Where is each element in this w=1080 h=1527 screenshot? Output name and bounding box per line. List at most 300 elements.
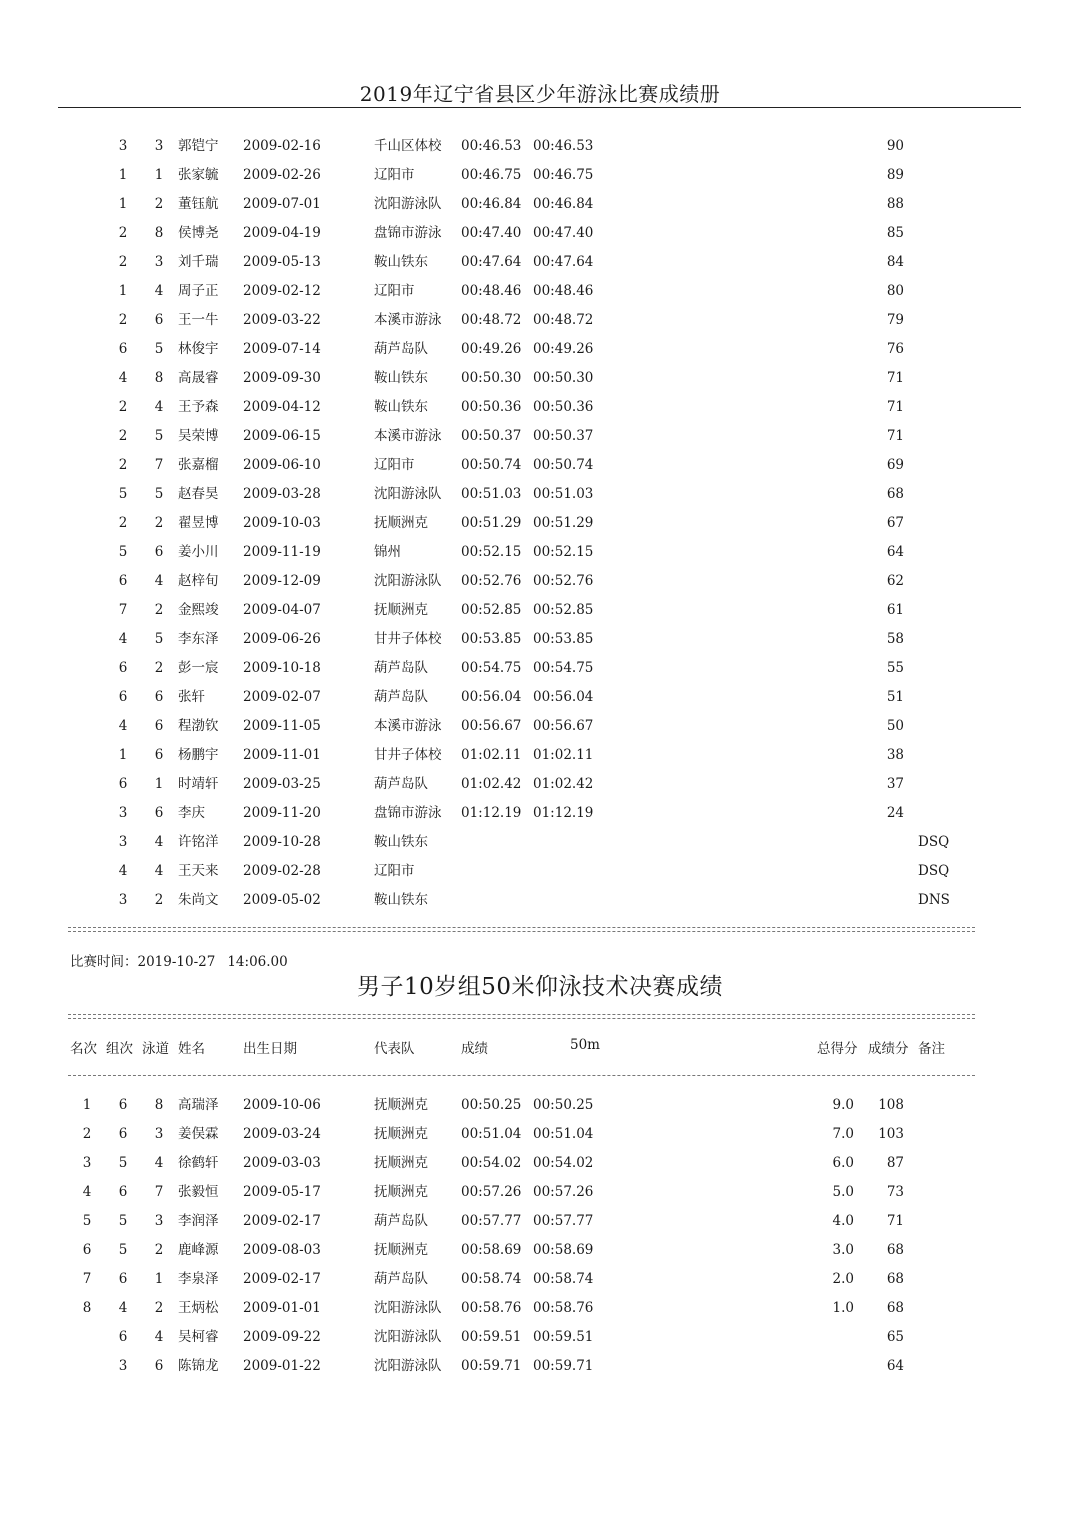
cell-dob: 2009-04-19 — [243, 225, 321, 241]
table-row — [0, 310, 1080, 330]
cell-split: 00:50.30 — [533, 370, 594, 386]
cell-dob: 2009-06-10 — [243, 457, 321, 473]
cell-result: 00:47.40 — [461, 225, 522, 241]
cell-group: 1 — [118, 747, 128, 763]
table-row — [0, 600, 1080, 620]
cell-team: 葫芦岛队 — [374, 689, 428, 705]
cell-team: 沈阳游泳队 — [374, 1358, 442, 1374]
cell-name: 赵春昊 — [178, 486, 219, 502]
cell-score: 58 — [886, 631, 904, 647]
cell-score: 88 — [886, 196, 904, 212]
table-row — [0, 832, 1080, 852]
cell-group: 6 — [118, 1271, 128, 1287]
cell-lane: 6 — [154, 805, 164, 821]
cell-team: 甘井子体校 — [374, 631, 442, 647]
table-row — [0, 803, 1080, 823]
cell-result: 00:50.25 — [461, 1097, 522, 1113]
cell-group: 3 — [118, 805, 128, 821]
cell-split: 00:48.72 — [533, 312, 594, 328]
cell-dob: 2009-02-12 — [243, 283, 321, 299]
cell-team: 盘锦市游泳 — [374, 805, 442, 821]
cell-split: 00:48.46 — [533, 283, 594, 299]
cell-lane: 6 — [154, 747, 164, 763]
cell-team: 鞍山铁东 — [374, 834, 428, 850]
cell-team: 沈阳游泳队 — [374, 1300, 442, 1316]
table-row — [0, 629, 1080, 649]
cell-score: 51 — [886, 689, 904, 705]
cell-name: 张轩 — [178, 689, 205, 705]
cell-split: 00:50.37 — [533, 428, 594, 444]
cell-group: 2 — [118, 399, 128, 415]
cell-name: 彭一宸 — [178, 660, 219, 676]
cell-split: 00:58.74 — [533, 1271, 594, 1287]
header-dob: 出生日期 — [243, 1041, 297, 1057]
cell-score: 50 — [886, 718, 904, 734]
cell-team: 抚顺洲克 — [374, 1184, 428, 1200]
table-row — [0, 542, 1080, 562]
cell-score: 68 — [886, 1242, 904, 1258]
cell-name: 张家毓 — [178, 167, 219, 183]
cell-team: 辽阳市 — [374, 863, 415, 879]
cell-dob: 2009-10-18 — [243, 660, 321, 676]
cell-split: 00:47.40 — [533, 225, 594, 241]
table-row — [0, 484, 1080, 504]
cell-lane: 6 — [154, 1358, 164, 1374]
table-row — [0, 1124, 1080, 1144]
cell-group: 6 — [118, 1097, 128, 1113]
cell-result: 00:54.75 — [461, 660, 522, 676]
cell-split: 00:49.26 — [533, 341, 594, 357]
cell-name: 程渤钦 — [178, 718, 219, 734]
cell-name: 姜俣霖 — [178, 1126, 219, 1142]
cell-dob: 2009-03-24 — [243, 1126, 321, 1142]
cell-result: 00:51.03 — [461, 486, 522, 502]
cell-team: 抚顺洲克 — [374, 1242, 428, 1258]
cell-dob: 2009-11-19 — [243, 544, 321, 560]
cell-dob: 2009-12-09 — [243, 573, 321, 589]
cell-name: 李润泽 — [178, 1213, 219, 1229]
cell-dob: 2009-09-30 — [243, 370, 321, 386]
cell-group: 2 — [118, 515, 128, 531]
table-row — [0, 861, 1080, 881]
cell-total: 6.0 — [832, 1155, 854, 1171]
cell-team: 本溪市游泳 — [374, 312, 442, 328]
cell-group: 3 — [118, 138, 128, 154]
cell-team: 葫芦岛队 — [374, 341, 428, 357]
cell-score: 71 — [886, 370, 904, 386]
cell-team: 千山区体校 — [374, 138, 442, 154]
cell-dob: 2009-05-17 — [243, 1184, 321, 1200]
cell-dob: 2009-11-05 — [243, 718, 321, 734]
cell-team: 锦州 — [374, 544, 401, 560]
cell-rank: 8 — [82, 1300, 92, 1316]
cell-split: 00:52.15 — [533, 544, 594, 560]
cell-team: 葫芦岛队 — [374, 776, 428, 792]
cell-score: 64 — [886, 1358, 904, 1374]
cell-name: 高晟睿 — [178, 370, 219, 386]
cell-group: 7 — [118, 602, 128, 618]
cell-group: 6 — [118, 1184, 128, 1200]
cell-score: 79 — [886, 312, 904, 328]
cell-result: 01:02.42 — [461, 776, 522, 792]
header-bottom-rule — [68, 1075, 975, 1076]
cell-group: 1 — [118, 167, 128, 183]
table-row — [0, 687, 1080, 707]
table-row — [0, 368, 1080, 388]
cell-team: 辽阳市 — [374, 283, 415, 299]
cell-total: 4.0 — [832, 1213, 854, 1229]
cell-name: 郭铠宁 — [178, 138, 219, 154]
cell-lane: 6 — [154, 544, 164, 560]
cell-team: 葫芦岛队 — [374, 1213, 428, 1229]
cell-result: 00:57.26 — [461, 1184, 522, 1200]
cell-name: 姜小川 — [178, 544, 219, 560]
cell-lane: 4 — [154, 1329, 164, 1345]
cell-lane: 2 — [154, 1242, 164, 1258]
cell-split: 00:51.04 — [533, 1126, 594, 1142]
cell-split: 00:58.69 — [533, 1242, 594, 1258]
cell-split: 00:57.26 — [533, 1184, 594, 1200]
cell-rank: 6 — [82, 1242, 92, 1258]
cell-dob: 2009-05-13 — [243, 254, 321, 270]
cell-result: 00:52.85 — [461, 602, 522, 618]
cell-team: 鞍山铁东 — [374, 892, 428, 908]
cell-split: 00:46.84 — [533, 196, 594, 212]
cell-team: 抚顺洲克 — [374, 1126, 428, 1142]
cell-name: 金熙竣 — [178, 602, 219, 618]
cell-team: 辽阳市 — [374, 167, 415, 183]
cell-lane: 4 — [154, 399, 164, 415]
cell-score: 71 — [886, 428, 904, 444]
cell-group: 5 — [118, 544, 128, 560]
cell-score: 103 — [878, 1126, 904, 1142]
table-row — [0, 136, 1080, 156]
cell-lane: 1 — [154, 1271, 164, 1287]
cell-result: 00:54.02 — [461, 1155, 522, 1171]
event-time — [70, 950, 288, 970]
header-name: 姓名 — [178, 1041, 205, 1057]
cell-name: 李庆 — [178, 805, 205, 821]
cell-group: 6 — [118, 660, 128, 676]
event-title: 男子10岁组50米仰泳技术决赛成绩 — [356, 974, 724, 1000]
cell-name: 张毅恒 — [178, 1184, 219, 1200]
cell-lane: 7 — [154, 1184, 164, 1200]
cell-split: 00:50.36 — [533, 399, 594, 415]
cell-group: 6 — [118, 1126, 128, 1142]
cell-result: 00:58.74 — [461, 1271, 522, 1287]
header-split: 50m — [570, 1037, 600, 1053]
cell-split: 00:56.04 — [533, 689, 594, 705]
cell-group: 1 — [118, 283, 128, 299]
cell-lane: 2 — [154, 515, 164, 531]
cell-lane: 4 — [154, 283, 164, 299]
cell-result: 00:53.85 — [461, 631, 522, 647]
cell-score: 69 — [886, 457, 904, 473]
cell-lane: 4 — [154, 863, 164, 879]
cell-dob: 2009-03-25 — [243, 776, 321, 792]
cell-split: 00:51.03 — [533, 486, 594, 502]
cell-name: 鹿峰源 — [178, 1242, 219, 1258]
table-row — [0, 455, 1080, 475]
cell-split: 00:59.71 — [533, 1358, 594, 1374]
cell-name: 李东泽 — [178, 631, 219, 647]
cell-name: 翟昱博 — [178, 515, 219, 531]
cell-dob: 2009-11-01 — [243, 747, 321, 763]
table-row — [0, 1095, 1080, 1115]
cell-team: 甘井子体校 — [374, 747, 442, 763]
cell-group: 4 — [118, 631, 128, 647]
cell-note: DSQ — [918, 834, 950, 850]
cell-split: 00:46.75 — [533, 167, 594, 183]
cell-team: 抚顺洲克 — [374, 1097, 428, 1113]
cell-group: 3 — [118, 892, 128, 908]
cell-team: 抚顺洲克 — [374, 602, 428, 618]
cell-name: 许铭洋 — [178, 834, 219, 850]
cell-lane: 3 — [154, 1126, 164, 1142]
cell-group: 2 — [118, 457, 128, 473]
cell-split: 00:58.76 — [533, 1300, 594, 1316]
cell-name: 侯博尧 — [178, 225, 219, 241]
cell-lane: 2 — [154, 660, 164, 676]
cell-rank: 7 — [82, 1271, 92, 1287]
cell-score: 84 — [886, 254, 904, 270]
cell-group: 2 — [118, 312, 128, 328]
cell-result: 00:56.67 — [461, 718, 522, 734]
cell-note: DNS — [918, 892, 950, 908]
cell-name: 吴荣博 — [178, 428, 219, 444]
cell-score: 87 — [886, 1155, 904, 1171]
cell-group: 3 — [118, 1358, 128, 1374]
cell-team: 鞍山铁东 — [374, 399, 428, 415]
table-row — [0, 716, 1080, 736]
event-time-value: 14:06.00 — [227, 954, 288, 970]
table-row — [0, 1211, 1080, 1231]
table-row — [0, 1240, 1080, 1260]
table-row — [0, 339, 1080, 359]
cell-result: 00:50.36 — [461, 399, 522, 415]
cell-name: 时靖轩 — [178, 776, 219, 792]
cell-group: 5 — [118, 1242, 128, 1258]
cell-score: 80 — [886, 283, 904, 299]
cell-lane: 7 — [154, 457, 164, 473]
cell-lane: 5 — [154, 631, 164, 647]
cell-result: 00:58.76 — [461, 1300, 522, 1316]
cell-lane: 5 — [154, 341, 164, 357]
table-row — [0, 223, 1080, 243]
cell-team: 沈阳游泳队 — [374, 196, 442, 212]
cell-team: 抚顺洲克 — [374, 1155, 428, 1171]
header-note: 备注 — [918, 1041, 945, 1057]
table-row — [0, 1356, 1080, 1376]
cell-team: 本溪市游泳 — [374, 428, 442, 444]
cell-split: 00:51.29 — [533, 515, 594, 531]
cell-dob: 2009-04-12 — [243, 399, 321, 415]
cell-result: 00:48.46 — [461, 283, 522, 299]
cell-split: 00:53.85 — [533, 631, 594, 647]
cell-group: 5 — [118, 1213, 128, 1229]
header-total: 总得分 — [817, 1041, 858, 1057]
cell-score: 108 — [878, 1097, 904, 1113]
cell-lane: 6 — [154, 312, 164, 328]
cell-result: 00:46.84 — [461, 196, 522, 212]
cell-team: 沈阳游泳队 — [374, 486, 442, 502]
cell-score: 89 — [886, 167, 904, 183]
cell-name: 杨鹏宇 — [178, 747, 219, 763]
cell-dob: 2009-11-20 — [243, 805, 321, 821]
cell-name: 林俊宇 — [178, 341, 219, 357]
cell-dob: 2009-02-16 — [243, 138, 321, 154]
cell-result: 00:59.51 — [461, 1329, 522, 1345]
cell-lane: 6 — [154, 689, 164, 705]
cell-lane: 4 — [154, 834, 164, 850]
cell-lane: 8 — [154, 225, 164, 241]
cell-dob: 2009-06-26 — [243, 631, 321, 647]
cell-name: 赵梓旬 — [178, 573, 219, 589]
cell-result: 00:51.04 — [461, 1126, 522, 1142]
cell-rank: 1 — [82, 1097, 92, 1113]
cell-score: 71 — [886, 399, 904, 415]
cell-result: 00:59.71 — [461, 1358, 522, 1374]
cell-result: 00:47.64 — [461, 254, 522, 270]
cell-lane: 4 — [154, 573, 164, 589]
title-underline — [58, 107, 1021, 108]
cell-dob: 2009-02-17 — [243, 1213, 321, 1229]
cell-name: 高瑞泽 — [178, 1097, 219, 1113]
table-row — [0, 890, 1080, 910]
cell-total: 5.0 — [832, 1184, 854, 1200]
cell-split: 00:52.85 — [533, 602, 594, 618]
cell-team: 葫芦岛队 — [374, 1271, 428, 1287]
cell-group: 6 — [118, 689, 128, 705]
cell-lane: 5 — [154, 428, 164, 444]
cell-split: 01:12.19 — [533, 805, 594, 821]
cell-group: 4 — [118, 370, 128, 386]
cell-group: 6 — [118, 776, 128, 792]
cell-dob: 2009-02-07 — [243, 689, 321, 705]
cell-name: 王予森 — [178, 399, 219, 415]
cell-group: 1 — [118, 196, 128, 212]
cell-note: DSQ — [918, 863, 950, 879]
cell-split: 01:02.42 — [533, 776, 594, 792]
cell-group: 3 — [118, 834, 128, 850]
cell-team: 沈阳游泳队 — [374, 573, 442, 589]
cell-team: 本溪市游泳 — [374, 718, 442, 734]
table-row — [0, 426, 1080, 446]
cell-dob: 2009-02-17 — [243, 1271, 321, 1287]
cell-split: 00:59.51 — [533, 1329, 594, 1345]
cell-score: 90 — [886, 138, 904, 154]
cell-score: 37 — [886, 776, 904, 792]
header-rank: 名次 — [70, 1041, 97, 1057]
event-time-label: 比赛时间：2019-10-27 — [70, 954, 216, 970]
cell-team: 辽阳市 — [374, 457, 415, 473]
cell-lane: 1 — [154, 167, 164, 183]
cell-result: 00:56.04 — [461, 689, 522, 705]
cell-split: 00:47.64 — [533, 254, 594, 270]
cell-team: 鞍山铁东 — [374, 254, 428, 270]
cell-name: 王炳松 — [178, 1300, 219, 1316]
cell-team: 抚顺洲克 — [374, 515, 428, 531]
cell-result: 01:12.19 — [461, 805, 522, 821]
header-team: 代表队 — [374, 1041, 415, 1057]
cell-group: 2 — [118, 254, 128, 270]
cell-dob: 2009-10-06 — [243, 1097, 321, 1113]
cell-group: 4 — [118, 718, 128, 734]
table-row — [0, 281, 1080, 301]
cell-team: 葫芦岛队 — [374, 660, 428, 676]
cell-result: 00:49.26 — [461, 341, 522, 357]
table-row — [0, 1153, 1080, 1173]
cell-result: 00:46.75 — [461, 167, 522, 183]
cell-result: 00:50.37 — [461, 428, 522, 444]
cell-lane: 3 — [154, 1213, 164, 1229]
cell-team: 盘锦市游泳 — [374, 225, 442, 241]
cell-result: 00:48.72 — [461, 312, 522, 328]
table-row — [0, 397, 1080, 417]
header-result: 成绩 — [461, 1041, 488, 1057]
cell-score: 61 — [886, 602, 904, 618]
cell-group: 2 — [118, 428, 128, 444]
cell-total: 1.0 — [832, 1300, 854, 1316]
cell-name: 刘千瑞 — [178, 254, 219, 270]
cell-lane: 8 — [154, 1097, 164, 1113]
cell-name: 吴柯睿 — [178, 1329, 219, 1345]
cell-name: 张嘉榴 — [178, 457, 219, 473]
cell-name: 王一牛 — [178, 312, 219, 328]
cell-split: 00:56.67 — [533, 718, 594, 734]
cell-lane: 6 — [154, 718, 164, 734]
section-divider — [68, 927, 975, 932]
cell-result: 00:58.69 — [461, 1242, 522, 1258]
table-row — [0, 745, 1080, 765]
cell-name: 周子正 — [178, 283, 219, 299]
cell-name: 陈锦龙 — [178, 1358, 219, 1374]
cell-dob: 2009-06-15 — [243, 428, 321, 444]
header-lane: 泳道 — [142, 1041, 169, 1057]
cell-score: 55 — [886, 660, 904, 676]
cell-rank: 2 — [82, 1126, 92, 1142]
document-title: 2019年辽宁省县区少年游泳比赛成绩册 — [359, 82, 721, 106]
table-row — [0, 165, 1080, 185]
cell-team: 沈阳游泳队 — [374, 1329, 442, 1345]
cell-name: 董钰航 — [178, 196, 219, 212]
cell-result: 00:52.76 — [461, 573, 522, 589]
cell-group: 5 — [118, 1155, 128, 1171]
cell-group: 4 — [118, 863, 128, 879]
cell-score: 71 — [886, 1213, 904, 1229]
cell-group: 6 — [118, 573, 128, 589]
cell-total: 9.0 — [832, 1097, 854, 1113]
cell-score: 68 — [886, 1300, 904, 1316]
cell-score: 73 — [886, 1184, 904, 1200]
cell-score: 24 — [886, 805, 904, 821]
header-group: 组次 — [106, 1041, 133, 1057]
cell-split: 00:57.77 — [533, 1213, 594, 1229]
table-row — [0, 252, 1080, 272]
cell-result: 00:50.30 — [461, 370, 522, 386]
table-row — [0, 658, 1080, 678]
cell-rank: 5 — [82, 1213, 92, 1229]
cell-result: 01:02.11 — [461, 747, 522, 763]
cell-name: 王天来 — [178, 863, 219, 879]
table-row — [0, 513, 1080, 533]
cell-dob: 2009-09-22 — [243, 1329, 321, 1345]
table-row — [0, 194, 1080, 214]
cell-rank: 4 — [82, 1184, 92, 1200]
cell-lane: 3 — [154, 254, 164, 270]
cell-dob: 2009-02-28 — [243, 863, 321, 879]
cell-split: 00:50.74 — [533, 457, 594, 473]
